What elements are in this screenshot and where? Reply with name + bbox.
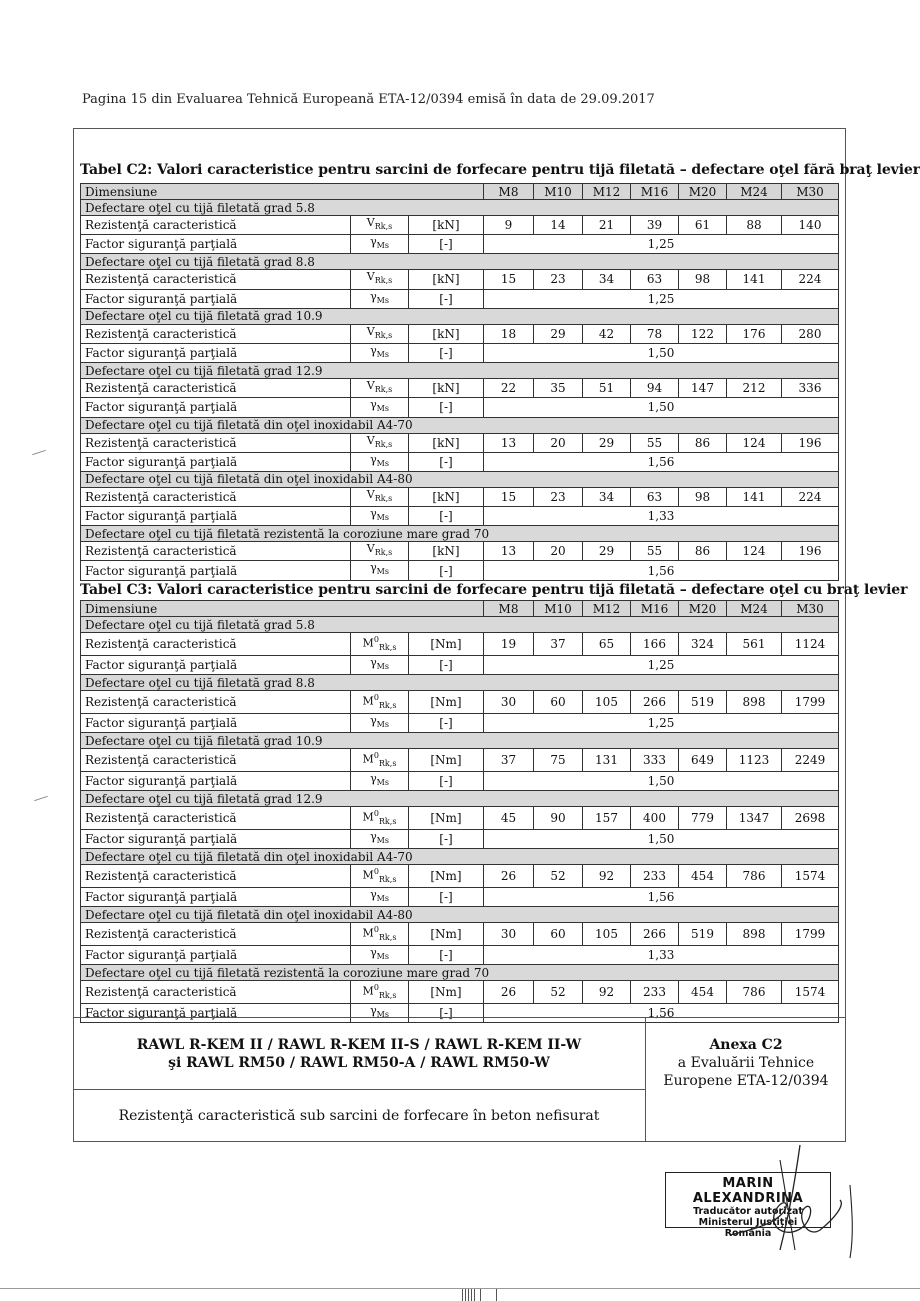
section-title: Defectare oţel cu tijă filetată grad 10.9 <box>81 733 839 749</box>
product-line-1: RAWL R-KEM II / RAWL R-KEM II-S / RAWL R-KEM II-W <box>136 1037 582 1053</box>
product-line-2: şi RAWL RM50 / RAWL RM50-A / RAWL RM50-W <box>168 1055 550 1071</box>
section-header-row <box>81 526 839 542</box>
value-cell: 1347 <box>727 807 782 830</box>
stamp-line-1: Traducător autorizat <box>693 1206 803 1217</box>
value-cell: 454 <box>679 981 727 1004</box>
subject-line: Rezistenţă caracteristică sub sarcini de forfecare în beton nefisurat <box>118 1108 600 1124</box>
header-row <box>81 184 839 200</box>
value-cell: 336 <box>782 379 839 398</box>
row-label: Factor siguranţă parţială <box>81 235 351 254</box>
row-label: Factor siguranţă parţială <box>81 452 351 471</box>
row-label: Factor siguranţă parţială <box>81 343 351 362</box>
value-cell: 1123 <box>727 749 782 772</box>
value-cell: 15 <box>484 487 534 506</box>
row-label: Rezistenţă caracteristică <box>81 923 351 946</box>
table-row <box>81 633 839 656</box>
size-header: M24 <box>727 601 782 617</box>
row-label: Rezistenţă caracteristică <box>81 691 351 714</box>
factor-cell: 1,50 <box>484 829 839 848</box>
row-label: Factor siguranţă parţială <box>81 887 351 906</box>
value-cell: 94 <box>631 379 679 398</box>
value-cell: 14 <box>534 216 583 235</box>
table-row <box>81 542 839 561</box>
value-cell: 63 <box>631 487 679 506</box>
value-cell: 42 <box>583 324 631 343</box>
table-row <box>81 923 839 946</box>
factor-cell: 1,33 <box>484 507 839 526</box>
value-cell: 786 <box>727 981 782 1004</box>
value-cell: 52 <box>534 981 583 1004</box>
section-header-row <box>81 200 839 216</box>
section-title: Defectare oţel cu tijă filetată grad 8.8 <box>81 675 839 691</box>
value-cell: 105 <box>583 691 631 714</box>
table-row <box>81 487 839 506</box>
unit-cell: [Nm] <box>409 749 484 772</box>
unit-cell: [-] <box>409 343 484 362</box>
section-title: Defectare oţel cu tijă filetată grad 5.8 <box>81 617 839 633</box>
section-header-row <box>81 675 839 691</box>
value-cell: 63 <box>631 270 679 289</box>
stamp-line-2: Ministerul Justiţiei <box>698 1217 798 1228</box>
stamp-line-3: România <box>724 1228 772 1239</box>
value-cell: 23 <box>534 487 583 506</box>
section-header-row <box>81 849 839 865</box>
annex-line-3: Europene ETA-12/0394 <box>663 1073 829 1089</box>
value-cell: 90 <box>534 807 583 830</box>
unit-cell: [-] <box>409 235 484 254</box>
symbol-cell: $M^0_{Rk,s}$ <box>351 633 409 656</box>
dimension-header: Dimensiune <box>81 601 484 617</box>
unit-cell: [Nm] <box>409 633 484 656</box>
row-label: Factor siguranţă parţială <box>81 289 351 308</box>
table-row <box>81 887 839 906</box>
size-header: M20 <box>679 184 727 200</box>
table-row <box>81 981 839 1004</box>
symbol-cell: $M^0_{Rk,s}$ <box>351 749 409 772</box>
table-row <box>81 865 839 888</box>
table-row <box>81 235 839 254</box>
value-cell: 224 <box>782 270 839 289</box>
symbol-cell: $M^0_{Rk,s}$ <box>351 865 409 888</box>
value-cell: 1574 <box>782 865 839 888</box>
table-row <box>81 655 839 674</box>
value-cell: 233 <box>631 865 679 888</box>
row-label: Rezistenţă caracteristică <box>81 433 351 452</box>
section-title: Defectare oţel cu tijă filetată din oţel inoxidabil A4-80 <box>81 907 839 923</box>
factor-cell: 1,50 <box>484 343 839 362</box>
value-cell: 60 <box>534 691 583 714</box>
annex-title: Anexa C2 <box>709 1037 783 1053</box>
value-cell: 92 <box>583 981 631 1004</box>
section-header-row <box>81 907 839 923</box>
table-row <box>81 433 839 452</box>
factor-cell: 1,56 <box>484 887 839 906</box>
value-cell: 78 <box>631 324 679 343</box>
table-row <box>81 713 839 732</box>
value-cell: 20 <box>534 433 583 452</box>
row-label: Rezistenţă caracteristică <box>81 749 351 772</box>
section-header-row <box>81 471 839 487</box>
table-row <box>81 289 839 308</box>
section-header-row <box>81 417 839 433</box>
row-label: Rezistenţă caracteristică <box>81 981 351 1004</box>
table-c2-title: Tabel C2: Valori caracteristice pentru sarcini de forfecare pentru tijă filetată – defectare oţel fără braţ levier <box>80 162 920 178</box>
value-cell: 519 <box>679 691 727 714</box>
unit-cell: [-] <box>409 713 484 732</box>
section-title: Defectare oţel cu tijă filetată grad 5.8 <box>81 200 839 216</box>
section-header-row <box>81 308 839 324</box>
unit-cell: [Nm] <box>409 865 484 888</box>
factor-cell: 1,50 <box>484 771 839 790</box>
size-header: M30 <box>782 601 839 617</box>
section-title: Defectare oţel cu tijă filetată din oţel inoxidabil A4-70 <box>81 417 839 433</box>
table-row <box>81 561 839 580</box>
symbol-cell: $V_{Rk,s}$ <box>351 433 409 452</box>
annex-block <box>646 1036 846 1090</box>
symbol-cell: $\gamma_{Ms}$ <box>351 398 409 417</box>
value-cell: 176 <box>727 324 782 343</box>
row-label: Rezistenţă caracteristică <box>81 865 351 888</box>
row-label: Rezistenţă caracteristică <box>81 270 351 289</box>
value-cell: 55 <box>631 542 679 561</box>
value-cell: 649 <box>679 749 727 772</box>
unit-cell: [-] <box>409 887 484 906</box>
unit-cell: [kN] <box>409 324 484 343</box>
factor-cell: 1,33 <box>484 946 839 965</box>
value-cell: 98 <box>679 487 727 506</box>
table-row <box>81 507 839 526</box>
table-row <box>81 691 839 714</box>
value-cell: 1799 <box>782 923 839 946</box>
value-cell: 22 <box>484 379 534 398</box>
row-label: Rezistenţă caracteristică <box>81 633 351 656</box>
annex-line-2: a Evaluării Tehnice <box>677 1055 815 1071</box>
unit-cell: [-] <box>409 829 484 848</box>
table-row <box>81 749 839 772</box>
size-header: M24 <box>727 184 782 200</box>
row-label: Rezistenţă caracteristică <box>81 324 351 343</box>
row-label: Rezistenţă caracteristică <box>81 216 351 235</box>
value-cell: 786 <box>727 865 782 888</box>
table-row <box>81 216 839 235</box>
value-cell: 400 <box>631 807 679 830</box>
row-label: Factor siguranţă parţială <box>81 561 351 580</box>
unit-cell: [-] <box>409 561 484 580</box>
value-cell: 124 <box>727 542 782 561</box>
section-title: Defectare oţel cu tijă filetată grad 8.8 <box>81 254 839 270</box>
row-label: Rezistenţă caracteristică <box>81 542 351 561</box>
size-header: M8 <box>484 601 534 617</box>
table-c2 <box>80 183 839 581</box>
table-row <box>81 771 839 790</box>
section-title: Defectare oţel cu tijă filetată rezistentă la coroziune mare grad 70 <box>81 965 839 981</box>
table-row <box>81 946 839 965</box>
table-c3-title: Tabel C3: Valori caracteristice pentru sarcini de forfecare pentru tijă filetată – defectare oţel cu braţ levier <box>80 582 908 598</box>
value-cell: 2249 <box>782 749 839 772</box>
header-row <box>81 601 839 617</box>
row-label: Factor siguranţă parţială <box>81 655 351 674</box>
value-cell: 122 <box>679 324 727 343</box>
row-label: Rezistenţă caracteristică <box>81 807 351 830</box>
section-title: Defectare oţel cu tijă filetată grad 12.9 <box>81 791 839 807</box>
symbol-cell: $M^0_{Rk,s}$ <box>351 923 409 946</box>
value-cell: 55 <box>631 433 679 452</box>
value-cell: 196 <box>782 433 839 452</box>
value-cell: 37 <box>484 749 534 772</box>
section-header-row <box>81 965 839 981</box>
value-cell: 20 <box>534 542 583 561</box>
unit-cell: [-] <box>409 452 484 471</box>
value-cell: 9 <box>484 216 534 235</box>
symbol-cell: $\gamma_{Ms}$ <box>351 235 409 254</box>
table-row <box>81 807 839 830</box>
section-header-row <box>81 733 839 749</box>
factor-cell: 1,25 <box>484 235 839 254</box>
symbol-cell: $\gamma_{Ms}$ <box>351 289 409 308</box>
value-cell: 324 <box>679 633 727 656</box>
size-header: M8 <box>484 184 534 200</box>
value-cell: 86 <box>679 433 727 452</box>
unit-cell: [-] <box>409 507 484 526</box>
stamp-name: MARIN ALEXANDRINA <box>692 1176 804 1206</box>
symbol-cell: $\gamma_{Ms}$ <box>351 452 409 471</box>
value-cell: 561 <box>727 633 782 656</box>
factor-cell: 1,25 <box>484 655 839 674</box>
table-row <box>81 452 839 471</box>
value-cell: 26 <box>484 981 534 1004</box>
value-cell: 779 <box>679 807 727 830</box>
value-cell: 34 <box>583 270 631 289</box>
unit-cell: [Nm] <box>409 981 484 1004</box>
symbol-cell: $V_{Rk,s}$ <box>351 270 409 289</box>
symbol-cell: $\gamma_{Ms}$ <box>351 1004 409 1023</box>
value-cell: 131 <box>583 749 631 772</box>
symbol-cell: $M^0_{Rk,s}$ <box>351 691 409 714</box>
unit-cell: [-] <box>409 289 484 308</box>
value-cell: 280 <box>782 324 839 343</box>
value-cell: 141 <box>727 270 782 289</box>
table-row <box>81 398 839 417</box>
value-cell: 1124 <box>782 633 839 656</box>
symbol-cell: $V_{Rk,s}$ <box>351 379 409 398</box>
value-cell: 34 <box>583 487 631 506</box>
symbol-cell: $V_{Rk,s}$ <box>351 542 409 561</box>
value-cell: 124 <box>727 433 782 452</box>
value-cell: 15 <box>484 270 534 289</box>
factor-cell: 1,56 <box>484 452 839 471</box>
unit-cell: [kN] <box>409 270 484 289</box>
row-label: Rezistenţă caracteristică <box>81 379 351 398</box>
table-row <box>81 379 839 398</box>
value-cell: 13 <box>484 433 534 452</box>
value-cell: 29 <box>534 324 583 343</box>
product-names <box>73 1036 645 1072</box>
size-header: M20 <box>679 601 727 617</box>
value-cell: 30 <box>484 923 534 946</box>
symbol-cell: $\gamma_{Ms}$ <box>351 946 409 965</box>
handwritten-signature <box>640 1140 870 1260</box>
value-cell: 147 <box>679 379 727 398</box>
row-label: Factor siguranţă parţială <box>81 398 351 417</box>
value-cell: 19 <box>484 633 534 656</box>
value-cell: 898 <box>727 691 782 714</box>
unit-cell: [Nm] <box>409 923 484 946</box>
factor-cell: 1,50 <box>484 398 839 417</box>
value-cell: 26 <box>484 865 534 888</box>
unit-cell: [kN] <box>409 216 484 235</box>
value-cell: 30 <box>484 691 534 714</box>
symbol-cell: $\gamma_{Ms}$ <box>351 887 409 906</box>
unit-cell: [Nm] <box>409 691 484 714</box>
value-cell: 39 <box>631 216 679 235</box>
row-label: Factor siguranţă parţială <box>81 1004 351 1023</box>
value-cell: 519 <box>679 923 727 946</box>
margin-mark <box>32 450 46 455</box>
value-cell: 454 <box>679 865 727 888</box>
value-cell: 86 <box>679 542 727 561</box>
value-cell: 212 <box>727 379 782 398</box>
symbol-cell: $M^0_{Rk,s}$ <box>351 807 409 830</box>
value-cell: 92 <box>583 865 631 888</box>
table-row <box>81 829 839 848</box>
value-cell: 65 <box>583 633 631 656</box>
table-row <box>81 270 839 289</box>
section-header-row <box>81 363 839 379</box>
value-cell: 196 <box>782 542 839 561</box>
unit-cell: [-] <box>409 946 484 965</box>
value-cell: 266 <box>631 923 679 946</box>
symbol-cell: $\gamma_{Ms}$ <box>351 655 409 674</box>
unit-cell: [-] <box>409 771 484 790</box>
size-header: M16 <box>631 184 679 200</box>
row-label: Factor siguranţă parţială <box>81 507 351 526</box>
value-cell: 1574 <box>782 981 839 1004</box>
factor-cell: 1,25 <box>484 713 839 732</box>
unit-cell: [kN] <box>409 542 484 561</box>
value-cell: 98 <box>679 270 727 289</box>
row-label: Factor siguranţă parţială <box>81 771 351 790</box>
symbol-cell: $\gamma_{Ms}$ <box>351 713 409 732</box>
value-cell: 52 <box>534 865 583 888</box>
row-label: Factor siguranţă parţială <box>81 946 351 965</box>
value-cell: 105 <box>583 923 631 946</box>
section-title: Defectare oţel cu tijă filetată din oţel inoxidabil A4-70 <box>81 849 839 865</box>
value-cell: 37 <box>534 633 583 656</box>
row-label: Rezistenţă caracteristică <box>81 487 351 506</box>
value-cell: 18 <box>484 324 534 343</box>
factor-cell: 1,56 <box>484 561 839 580</box>
page-header: Pagina 15 din Evaluarea Tehnică Europeană ETA-12/0394 emisă în data de 29.09.2017 <box>82 92 655 107</box>
margin-mark <box>34 796 48 801</box>
table-row <box>81 343 839 362</box>
symbol-cell: $\gamma_{Ms}$ <box>351 771 409 790</box>
row-label: Factor siguranţă parţială <box>81 713 351 732</box>
factor-cell: 1,56 <box>484 1004 839 1023</box>
size-header: M10 <box>534 184 583 200</box>
value-cell: 157 <box>583 807 631 830</box>
value-cell: 333 <box>631 749 679 772</box>
section-title: Defectare oţel cu tijă filetată grad 10.9 <box>81 308 839 324</box>
value-cell: 2698 <box>782 807 839 830</box>
section-title: Defectare oţel cu tijă filetată din oţel inoxidabil A4-80 <box>81 471 839 487</box>
value-cell: 88 <box>727 216 782 235</box>
unit-cell: [kN] <box>409 433 484 452</box>
value-cell: 224 <box>782 487 839 506</box>
size-header: M10 <box>534 601 583 617</box>
section-header-row <box>81 254 839 270</box>
value-cell: 35 <box>534 379 583 398</box>
value-cell: 45 <box>484 807 534 830</box>
value-cell: 13 <box>484 542 534 561</box>
symbol-cell: $\gamma_{Ms}$ <box>351 829 409 848</box>
size-header: M30 <box>782 184 839 200</box>
symbol-cell: $M^0_{Rk,s}$ <box>351 981 409 1004</box>
value-cell: 29 <box>583 542 631 561</box>
value-cell: 898 <box>727 923 782 946</box>
size-header: M12 <box>583 184 631 200</box>
section-header-row <box>81 791 839 807</box>
value-cell: 23 <box>534 270 583 289</box>
value-cell: 60 <box>534 923 583 946</box>
value-cell: 166 <box>631 633 679 656</box>
value-cell: 29 <box>583 433 631 452</box>
symbol-cell: $V_{Rk,s}$ <box>351 216 409 235</box>
symbol-cell: $\gamma_{Ms}$ <box>351 343 409 362</box>
section-header-row <box>81 617 839 633</box>
symbol-cell: $V_{Rk,s}$ <box>351 324 409 343</box>
section-title: Defectare oţel cu tijă filetată rezistentă la coroziune mare grad 70 <box>81 526 839 542</box>
symbol-cell: $V_{Rk,s}$ <box>351 487 409 506</box>
value-cell: 233 <box>631 981 679 1004</box>
unit-cell: [-] <box>409 398 484 417</box>
unit-cell: [-] <box>409 1004 484 1023</box>
value-cell: 141 <box>727 487 782 506</box>
value-cell: 1799 <box>782 691 839 714</box>
dimension-header: Dimensiune <box>81 184 484 200</box>
value-cell: 51 <box>583 379 631 398</box>
value-cell: 61 <box>679 216 727 235</box>
value-cell: 21 <box>583 216 631 235</box>
section-title: Defectare oţel cu tijă filetată grad 12.9 <box>81 363 839 379</box>
factor-cell: 1,25 <box>484 289 839 308</box>
table-row <box>81 324 839 343</box>
unit-cell: [kN] <box>409 487 484 506</box>
value-cell: 266 <box>631 691 679 714</box>
scan-barcode-marks <box>460 1289 520 1301</box>
symbol-cell: $\gamma_{Ms}$ <box>351 561 409 580</box>
unit-cell: [-] <box>409 655 484 674</box>
footer-separator <box>73 1089 645 1090</box>
symbol-cell: $\gamma_{Ms}$ <box>351 507 409 526</box>
value-cell: 140 <box>782 216 839 235</box>
unit-cell: [kN] <box>409 379 484 398</box>
table-c3 <box>80 600 839 1023</box>
size-header: M16 <box>631 601 679 617</box>
size-header: M12 <box>583 601 631 617</box>
value-cell: 75 <box>534 749 583 772</box>
unit-cell: [Nm] <box>409 807 484 830</box>
row-label: Factor siguranţă parţială <box>81 829 351 848</box>
